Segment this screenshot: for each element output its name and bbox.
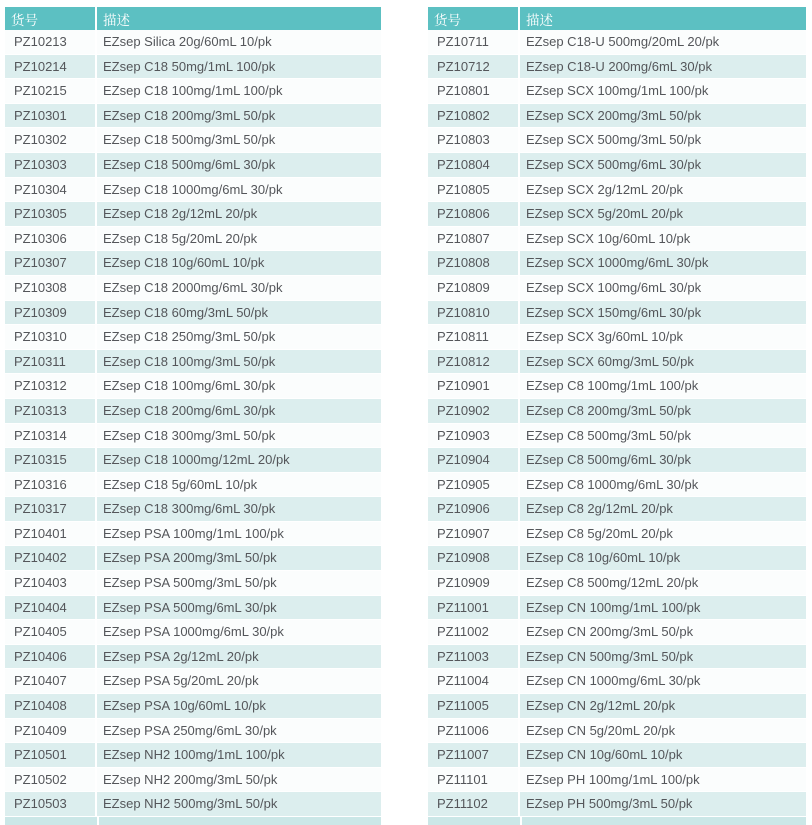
description-cell: EZsep C18 1000mg/6mL 30/pk <box>97 178 381 203</box>
description-cell: EZsep PSA 1000mg/6mL 30/pk <box>97 620 381 645</box>
description-cell: EZsep NH2 100mg/1mL 100/pk <box>97 743 381 768</box>
table-row <box>428 792 806 817</box>
description-cell: EZsep C18 500mg/6mL 30/pk <box>97 153 381 178</box>
description-cell: EZsep C18 5g/20mL 20/pk <box>97 227 381 252</box>
description-cell: EZsep C18 250mg/3mL 50/pk <box>97 325 381 350</box>
table-row <box>5 620 381 645</box>
table-row <box>428 669 806 694</box>
description-cell: EZsep C18 2000mg/6mL 30/pk <box>97 276 381 301</box>
col-header-part-number: 货号 <box>428 7 520 30</box>
table-row <box>428 128 806 153</box>
description-cell: EZsep C18-U 200mg/6mL 30/pk <box>520 55 806 80</box>
table-row <box>5 79 381 104</box>
table-row <box>428 645 806 670</box>
header-row <box>5 7 381 30</box>
description-cell: EZsep SCX 100mg/1mL 100/pk <box>520 79 806 104</box>
description-cell: EZsep SCX 100mg/6mL 30/pk <box>520 276 806 301</box>
table-row <box>5 719 381 744</box>
table-row <box>5 448 381 473</box>
table-row <box>5 571 381 596</box>
table-row <box>428 620 806 645</box>
description-cell: EZsep PSA 500mg/6mL 30/pk <box>97 596 381 621</box>
part-number-cell: PZ11003 <box>428 645 520 670</box>
part-number-cell: PZ11006 <box>428 719 520 744</box>
description-cell: EZsep C18 100mg/6mL 30/pk <box>97 374 381 399</box>
description-cell: EZsep CN 200mg/3mL 50/pk <box>520 620 806 645</box>
col-header-description: 描述 <box>520 7 806 30</box>
table-row <box>428 325 806 350</box>
part-number-cell: PZ10306 <box>5 227 97 252</box>
description-cell: EZsep SCX 500mg/6mL 30/pk <box>520 153 806 178</box>
table-row <box>428 768 806 793</box>
table-row <box>5 694 381 719</box>
table-row <box>5 399 381 424</box>
table-row <box>5 251 381 276</box>
table-row <box>428 522 806 547</box>
catalog-tables-row <box>5 7 806 825</box>
part-number-cell: PZ11004 <box>428 669 520 694</box>
part-number-cell: PZ10712 <box>428 55 520 80</box>
table-row <box>5 743 381 768</box>
description-cell: EZsep CN 500mg/3mL 50/pk <box>520 645 806 670</box>
part-number-cell: PZ10303 <box>5 153 97 178</box>
table-row <box>428 227 806 252</box>
part-number-cell: PZ11005 <box>428 694 520 719</box>
part-number-cell: PZ10711 <box>428 30 520 55</box>
description-cell: EZsep C8 100mg/1mL 100/pk <box>520 374 806 399</box>
cut-off-part-number-cell <box>428 817 520 825</box>
description-cell: EZsep C8 500mg/12mL 20/pk <box>520 571 806 596</box>
part-number-cell: PZ10805 <box>428 178 520 203</box>
part-number-cell: PZ10313 <box>5 399 97 424</box>
part-number-cell: PZ10901 <box>428 374 520 399</box>
description-cell: EZsep C18 500mg/3mL 50/pk <box>97 128 381 153</box>
part-number-cell: PZ10809 <box>428 276 520 301</box>
description-cell: EZsep C18 300mg/6mL 30/pk <box>97 497 381 522</box>
table-row <box>5 55 381 80</box>
description-cell: EZsep NH2 200mg/3mL 50/pk <box>97 768 381 793</box>
table-row <box>428 178 806 203</box>
table-row <box>428 448 806 473</box>
part-number-cell: PZ10804 <box>428 153 520 178</box>
table-row <box>5 596 381 621</box>
table-row <box>428 399 806 424</box>
table-row <box>5 227 381 252</box>
description-cell: EZsep C18 200mg/3mL 50/pk <box>97 104 381 129</box>
part-number-cell: PZ10316 <box>5 473 97 498</box>
part-number-cell: PZ10905 <box>428 473 520 498</box>
table-row <box>428 276 806 301</box>
table-row <box>5 669 381 694</box>
part-number-cell: PZ10403 <box>5 571 97 596</box>
part-number-cell: PZ10806 <box>428 202 520 227</box>
part-number-cell: PZ10906 <box>428 497 520 522</box>
table-row <box>428 694 806 719</box>
part-number-cell: PZ10305 <box>5 202 97 227</box>
table-row <box>428 55 806 80</box>
part-number-cell: PZ10903 <box>428 424 520 449</box>
part-number-cell: PZ10214 <box>5 55 97 80</box>
part-number-cell: PZ10503 <box>5 792 97 817</box>
table-row <box>5 128 381 153</box>
table-row <box>5 473 381 498</box>
part-number-cell: PZ10811 <box>428 325 520 350</box>
description-cell: EZsep SCX 3g/60mL 10/pk <box>520 325 806 350</box>
catalog-table-block-left <box>5 7 381 825</box>
description-cell: EZsep C18 100mg/1mL 100/pk <box>97 79 381 104</box>
description-cell: EZsep PSA 250mg/6mL 30/pk <box>97 719 381 744</box>
part-number-cell: PZ10308 <box>5 276 97 301</box>
table-row <box>428 104 806 129</box>
table-row <box>5 645 381 670</box>
description-cell: EZsep PSA 100mg/1mL 100/pk <box>97 522 381 547</box>
part-number-cell: PZ10213 <box>5 30 97 55</box>
description-cell: EZsep NH2 500mg/3mL 50/pk <box>97 792 381 817</box>
part-number-cell: PZ10314 <box>5 424 97 449</box>
cut-off-part-number-cell <box>5 817 97 825</box>
table-row <box>428 79 806 104</box>
description-cell: EZsep C8 5g/20mL 20/pk <box>520 522 806 547</box>
description-cell: EZsep SCX 1000mg/6mL 30/pk <box>520 251 806 276</box>
description-cell: EZsep C8 500mg/6mL 30/pk <box>520 448 806 473</box>
table-row <box>5 546 381 571</box>
table-header <box>5 7 381 30</box>
catalog-table-block-right <box>428 7 806 825</box>
part-number-cell: PZ10304 <box>5 178 97 203</box>
table-row <box>428 30 806 55</box>
header-row <box>428 7 806 30</box>
description-cell: EZsep C18 1000mg/12mL 20/pk <box>97 448 381 473</box>
part-number-cell: PZ10408 <box>5 694 97 719</box>
description-cell: EZsep SCX 60mg/3mL 50/pk <box>520 350 806 375</box>
table-row <box>5 424 381 449</box>
table-row <box>428 153 806 178</box>
description-cell: EZsep CN 100mg/1mL 100/pk <box>520 596 806 621</box>
description-cell: EZsep C8 1000mg/6mL 30/pk <box>520 473 806 498</box>
description-cell: EZsep C8 2g/12mL 20/pk <box>520 497 806 522</box>
col-header-description: 描述 <box>97 7 381 30</box>
part-number-cell: PZ10807 <box>428 227 520 252</box>
part-number-cell: PZ10908 <box>428 546 520 571</box>
part-number-cell: PZ10409 <box>5 719 97 744</box>
table-row <box>5 374 381 399</box>
description-cell: EZsep SCX 10g/60mL 10/pk <box>520 227 806 252</box>
description-cell: EZsep C18-U 500mg/20mL 20/pk <box>520 30 806 55</box>
description-cell: EZsep Silica 20g/60mL 10/pk <box>97 30 381 55</box>
table-row <box>428 202 806 227</box>
part-number-cell: PZ10405 <box>5 620 97 645</box>
table-row <box>428 743 806 768</box>
description-cell: EZsep SCX 500mg/3mL 50/pk <box>520 128 806 153</box>
part-number-cell: PZ10904 <box>428 448 520 473</box>
part-number-cell: PZ10215 <box>5 79 97 104</box>
table-row <box>428 719 806 744</box>
part-number-cell: PZ11007 <box>428 743 520 768</box>
part-number-cell: PZ10310 <box>5 325 97 350</box>
description-cell: EZsep SCX 5g/20mL 20/pk <box>520 202 806 227</box>
description-cell: EZsep CN 10g/60mL 10/pk <box>520 743 806 768</box>
description-cell: EZsep CN 1000mg/6mL 30/pk <box>520 669 806 694</box>
table-row <box>5 30 381 55</box>
table-row <box>5 104 381 129</box>
part-number-cell: PZ10810 <box>428 301 520 326</box>
part-number-cell: PZ11102 <box>428 792 520 817</box>
cut-off-description-cell <box>522 817 806 825</box>
cut-off-description-cell <box>99 817 381 825</box>
description-cell: EZsep PSA 2g/12mL 20/pk <box>97 645 381 670</box>
part-number-cell: PZ10301 <box>5 104 97 129</box>
table-row <box>5 276 381 301</box>
table-row <box>428 571 806 596</box>
part-number-cell: PZ10406 <box>5 645 97 670</box>
description-cell: EZsep PSA 5g/20mL 20/pk <box>97 669 381 694</box>
part-number-cell: PZ11001 <box>428 596 520 621</box>
description-cell: EZsep SCX 150mg/6mL 30/pk <box>520 301 806 326</box>
description-cell: EZsep PSA 10g/60mL 10/pk <box>97 694 381 719</box>
part-number-cell: PZ10309 <box>5 301 97 326</box>
description-cell: EZsep PSA 500mg/3mL 50/pk <box>97 571 381 596</box>
part-number-cell: PZ10302 <box>5 128 97 153</box>
description-cell: EZsep C18 300mg/3mL 50/pk <box>97 424 381 449</box>
description-cell: EZsep PSA 200mg/3mL 50/pk <box>97 546 381 571</box>
table-row <box>428 596 806 621</box>
table-row <box>428 424 806 449</box>
part-number-cell: PZ10307 <box>5 251 97 276</box>
cut-off-next-row-strip <box>5 817 381 825</box>
table-header <box>428 7 806 30</box>
table-row <box>428 546 806 571</box>
part-number-cell: PZ11002 <box>428 620 520 645</box>
table-row <box>5 768 381 793</box>
table-row <box>5 301 381 326</box>
part-number-cell: PZ10502 <box>5 768 97 793</box>
part-number-cell: PZ10407 <box>5 669 97 694</box>
table-row <box>5 202 381 227</box>
table-row <box>5 178 381 203</box>
table-row <box>428 497 806 522</box>
table-row <box>5 153 381 178</box>
table-row <box>5 497 381 522</box>
part-number-cell: PZ10907 <box>428 522 520 547</box>
part-number-cell: PZ10311 <box>5 350 97 375</box>
table-row <box>5 325 381 350</box>
part-number-cell: PZ10801 <box>428 79 520 104</box>
description-cell: EZsep C18 5g/60mL 10/pk <box>97 473 381 498</box>
part-number-cell: PZ10401 <box>5 522 97 547</box>
part-number-cell: PZ10501 <box>5 743 97 768</box>
description-cell: EZsep C18 60mg/3mL 50/pk <box>97 301 381 326</box>
table-row <box>428 350 806 375</box>
part-number-cell: PZ10312 <box>5 374 97 399</box>
part-number-cell: PZ10315 <box>5 448 97 473</box>
table-row <box>428 301 806 326</box>
description-cell: EZsep C8 500mg/3mL 50/pk <box>520 424 806 449</box>
table-body <box>428 30 806 817</box>
description-cell: EZsep C18 2g/12mL 20/pk <box>97 202 381 227</box>
part-number-cell: PZ11101 <box>428 768 520 793</box>
description-cell: EZsep C18 10g/60mL 10/pk <box>97 251 381 276</box>
table-row <box>5 522 381 547</box>
table-row <box>5 792 381 817</box>
part-number-cell: PZ10902 <box>428 399 520 424</box>
table-row <box>428 374 806 399</box>
table-row <box>5 350 381 375</box>
part-number-cell: PZ10812 <box>428 350 520 375</box>
part-number-cell: PZ10317 <box>5 497 97 522</box>
description-cell: EZsep CN 5g/20mL 20/pk <box>520 719 806 744</box>
description-cell: EZsep SCX 2g/12mL 20/pk <box>520 178 806 203</box>
part-number-cell: PZ10802 <box>428 104 520 129</box>
catalog-table-left <box>5 7 381 817</box>
col-header-part-number: 货号 <box>5 7 97 30</box>
description-cell: EZsep C18 200mg/6mL 30/pk <box>97 399 381 424</box>
catalog-table-right <box>428 7 806 817</box>
description-cell: EZsep C8 10g/60mL 10/pk <box>520 546 806 571</box>
description-cell: EZsep SCX 200mg/3mL 50/pk <box>520 104 806 129</box>
description-cell: EZsep PH 500mg/3mL 50/pk <box>520 792 806 817</box>
part-number-cell: PZ10909 <box>428 571 520 596</box>
description-cell: EZsep C18 100mg/3mL 50/pk <box>97 350 381 375</box>
cut-off-next-row-strip <box>428 817 806 825</box>
table-body <box>5 30 381 817</box>
table-row <box>428 473 806 498</box>
part-number-cell: PZ10803 <box>428 128 520 153</box>
part-number-cell: PZ10808 <box>428 251 520 276</box>
description-cell: EZsep CN 2g/12mL 20/pk <box>520 694 806 719</box>
description-cell: EZsep C18 50mg/1mL 100/pk <box>97 55 381 80</box>
description-cell: EZsep PH 100mg/1mL 100/pk <box>520 768 806 793</box>
table-row <box>428 251 806 276</box>
part-number-cell: PZ10402 <box>5 546 97 571</box>
part-number-cell: PZ10404 <box>5 596 97 621</box>
description-cell: EZsep C8 200mg/3mL 50/pk <box>520 399 806 424</box>
